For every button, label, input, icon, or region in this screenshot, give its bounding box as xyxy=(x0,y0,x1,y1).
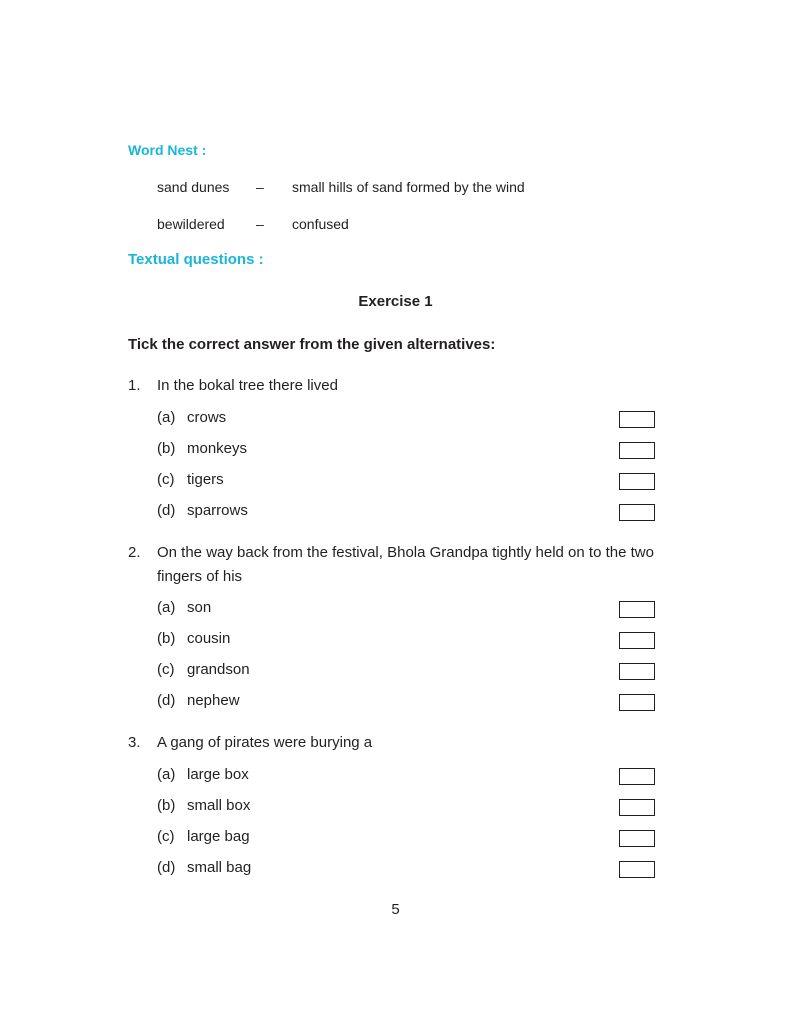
option-text: tigers xyxy=(187,471,224,488)
glossary-term: bewildered xyxy=(157,216,225,232)
answer-checkbox[interactable] xyxy=(619,601,655,618)
glossary-definition: confused xyxy=(292,216,349,232)
question-text-line: fingers of his xyxy=(157,568,243,585)
answer-checkbox[interactable] xyxy=(619,442,655,459)
answer-checkbox[interactable] xyxy=(619,830,655,847)
option-text: large box xyxy=(187,766,249,783)
glossary-entry xyxy=(157,179,657,199)
answer-checkbox[interactable] xyxy=(619,799,655,816)
option-letter: (d) xyxy=(157,502,176,519)
answer-checkbox[interactable] xyxy=(619,861,655,878)
textual-questions-heading: Textual questions : xyxy=(128,251,264,268)
option-text: sparrows xyxy=(187,502,248,519)
glossary-definition: small hills of sand formed by the wind xyxy=(292,179,525,195)
option-letter: (c) xyxy=(157,471,175,488)
exercise-title xyxy=(0,293,791,310)
glossary-entry xyxy=(157,216,657,236)
option-text: small bag xyxy=(187,859,252,876)
word-nest-heading: Word Nest : xyxy=(128,142,207,158)
answer-checkbox[interactable] xyxy=(619,663,655,680)
question-number: 2. xyxy=(128,544,141,561)
question-text: A gang of pirates were burying a xyxy=(157,734,373,751)
glossary-term: sand dunes xyxy=(157,179,230,195)
option-letter: (d) xyxy=(157,859,176,876)
option-letter: (b) xyxy=(157,797,176,814)
option-text: crows xyxy=(187,409,227,426)
page-number: 5 xyxy=(391,901,400,918)
question-text-line: On the way back from the festival, Bhola Grandpa tightly held on to the two xyxy=(157,544,654,561)
answer-checkbox[interactable] xyxy=(619,504,655,521)
answer-checkbox[interactable] xyxy=(619,768,655,785)
option-text: nephew xyxy=(187,692,240,709)
option-letter: (b) xyxy=(157,440,176,457)
question-number: 3. xyxy=(128,734,141,751)
option-text: monkeys xyxy=(187,440,248,457)
answer-checkbox[interactable] xyxy=(619,473,655,490)
question-text: In the bokal tree there lived xyxy=(157,377,338,394)
glossary-dash: – xyxy=(256,179,264,195)
question-number: 1. xyxy=(128,377,141,394)
glossary-dash: – xyxy=(256,216,264,232)
option-letter: (c) xyxy=(157,661,175,678)
option-text: grandson xyxy=(187,661,250,678)
option-text: cousin xyxy=(187,630,231,647)
exercise-title-text: Exercise 1 xyxy=(358,293,433,310)
option-letter: (a) xyxy=(157,409,176,426)
answer-checkbox[interactable] xyxy=(619,694,655,711)
option-letter: (a) xyxy=(157,766,176,783)
option-letter: (b) xyxy=(157,630,176,647)
option-letter: (d) xyxy=(157,692,176,709)
option-letter: (a) xyxy=(157,599,176,616)
option-letter: (c) xyxy=(157,828,175,845)
option-text: small box xyxy=(187,797,251,814)
option-text: son xyxy=(187,599,212,616)
option-text: large bag xyxy=(187,828,250,845)
exercise-instruction: Tick the correct answer from the given alternatives: xyxy=(128,336,496,353)
answer-checkbox[interactable] xyxy=(619,411,655,428)
answer-checkbox[interactable] xyxy=(619,632,655,649)
